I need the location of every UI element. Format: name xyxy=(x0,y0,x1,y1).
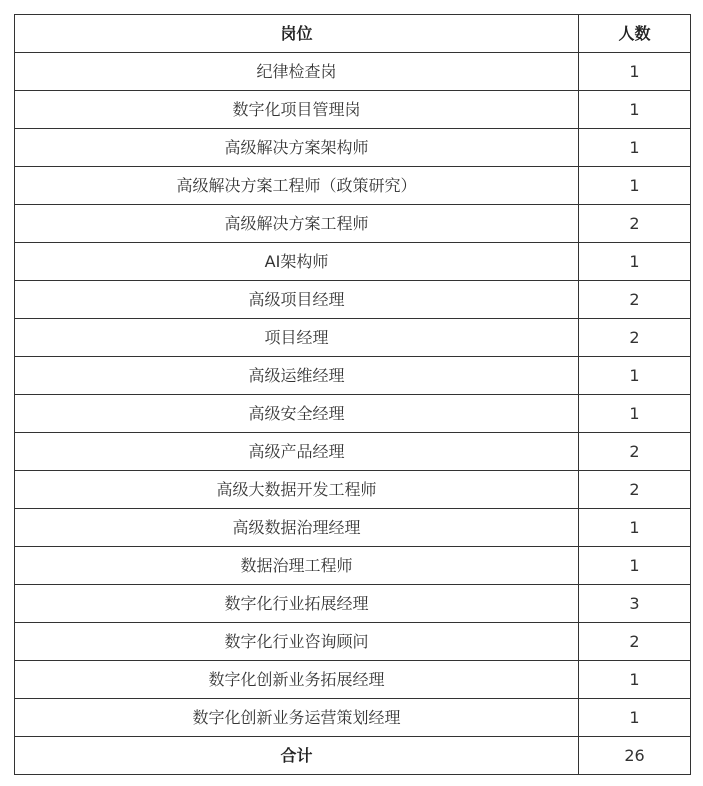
position-cell: 高级大数据开发工程师 xyxy=(15,471,579,509)
header-position: 岗位 xyxy=(15,15,579,53)
table-row xyxy=(15,623,691,661)
position-cell: 高级运维经理 xyxy=(15,357,579,395)
position-cell: 纪律检查岗 xyxy=(15,53,579,91)
position-cell: 高级数据治理经理 xyxy=(15,509,579,547)
count-cell: 1 xyxy=(579,395,691,433)
positions-table-container xyxy=(14,14,691,775)
table-header xyxy=(15,15,691,53)
table-row xyxy=(15,585,691,623)
count-cell: 2 xyxy=(579,433,691,471)
count-cell: 1 xyxy=(579,699,691,737)
count-cell: 1 xyxy=(579,167,691,205)
table-row xyxy=(15,205,691,243)
count-cell: 2 xyxy=(579,319,691,357)
position-cell: 高级产品经理 xyxy=(15,433,579,471)
count-cell: 1 xyxy=(579,547,691,585)
table-row xyxy=(15,319,691,357)
table-row xyxy=(15,395,691,433)
table-row xyxy=(15,167,691,205)
count-cell: 1 xyxy=(579,129,691,167)
position-cell: 高级解决方案工程师（政策研究） xyxy=(15,167,579,205)
count-cell: 1 xyxy=(579,243,691,281)
position-cell: 数字化项目管理岗 xyxy=(15,91,579,129)
table-row xyxy=(15,357,691,395)
count-cell: 1 xyxy=(579,661,691,699)
count-cell: 2 xyxy=(579,471,691,509)
position-cell: 数据治理工程师 xyxy=(15,547,579,585)
header-row xyxy=(15,15,691,53)
table-row xyxy=(15,281,691,319)
table-row xyxy=(15,509,691,547)
header-count: 人数 xyxy=(579,15,691,53)
position-cell: 高级解决方案架构师 xyxy=(15,129,579,167)
table-row xyxy=(15,661,691,699)
position-cell: 高级安全经理 xyxy=(15,395,579,433)
table-row xyxy=(15,91,691,129)
table-row xyxy=(15,53,691,91)
count-cell: 1 xyxy=(579,357,691,395)
position-cell: 高级解决方案工程师 xyxy=(15,205,579,243)
table-row xyxy=(15,547,691,585)
position-cell: 数字化创新业务运营策划经理 xyxy=(15,699,579,737)
position-cell: AI架构师 xyxy=(15,243,579,281)
table-body xyxy=(15,53,691,775)
count-cell: 2 xyxy=(579,281,691,319)
count-cell: 2 xyxy=(579,623,691,661)
count-cell: 3 xyxy=(579,585,691,623)
count-cell: 1 xyxy=(579,509,691,547)
table-row xyxy=(15,471,691,509)
table-row xyxy=(15,433,691,471)
count-cell: 1 xyxy=(579,53,691,91)
total-row xyxy=(15,737,691,775)
table-row xyxy=(15,243,691,281)
total-label: 合计 xyxy=(15,737,579,775)
position-cell: 数字化行业咨询顾问 xyxy=(15,623,579,661)
position-cell: 高级项目经理 xyxy=(15,281,579,319)
position-cell: 数字化创新业务拓展经理 xyxy=(15,661,579,699)
position-cell: 项目经理 xyxy=(15,319,579,357)
table-row xyxy=(15,699,691,737)
count-cell: 1 xyxy=(579,91,691,129)
table-row xyxy=(15,129,691,167)
total-count: 26 xyxy=(579,737,691,775)
count-cell: 2 xyxy=(579,205,691,243)
position-cell: 数字化行业拓展经理 xyxy=(15,585,579,623)
positions-table xyxy=(14,14,691,775)
